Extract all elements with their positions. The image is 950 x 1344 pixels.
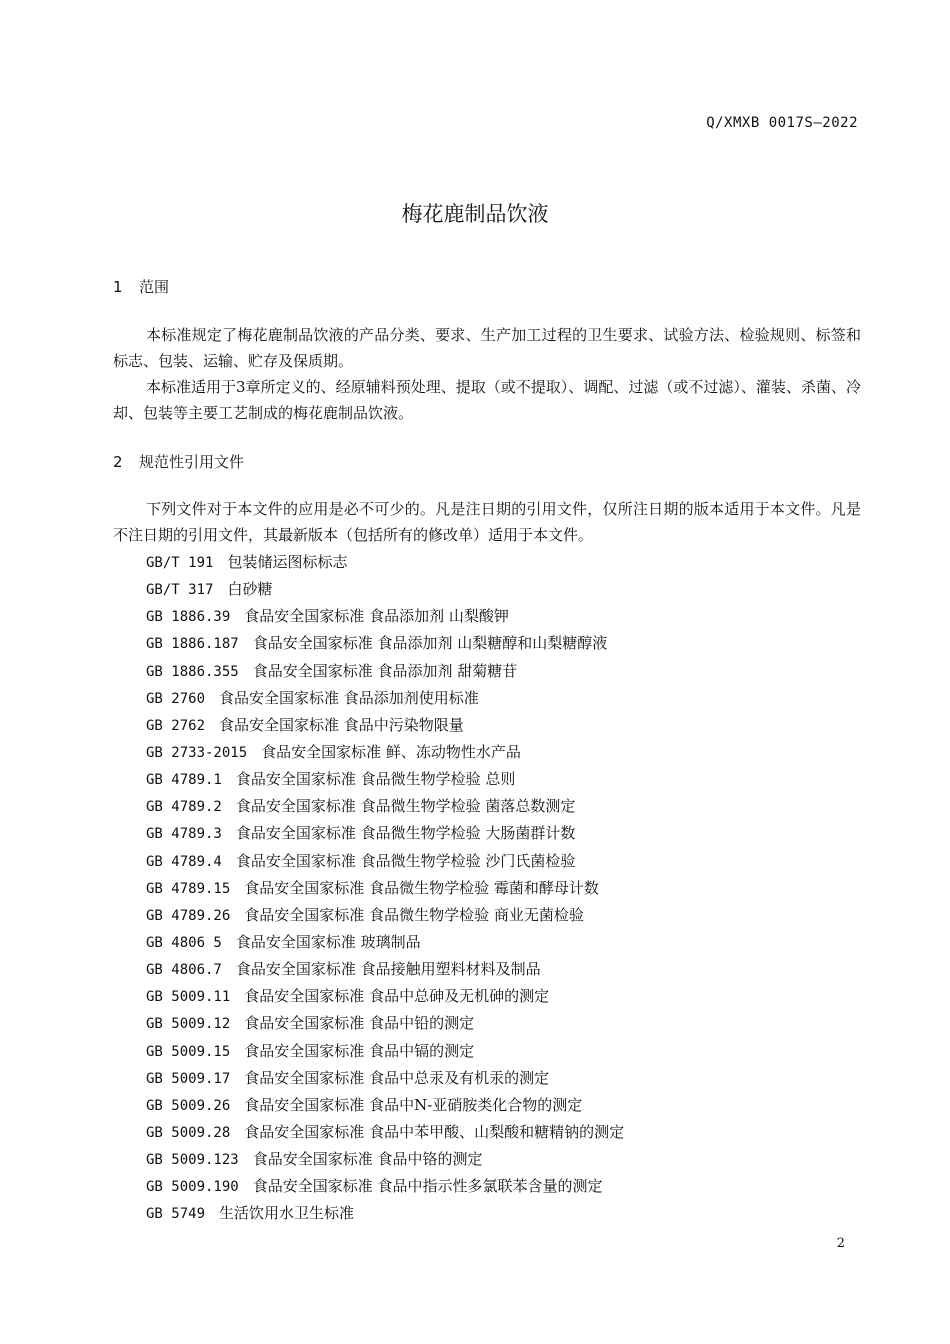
- page-title: 梅花鹿制品饮液: [401, 202, 549, 226]
- reference-item: [146, 983, 624, 1010]
- reference-code: GB 5009.17: [146, 1070, 231, 1087]
- reference-item: [146, 1010, 624, 1037]
- reference-title: 食品安全国家标准 食品中总砷及无机砷的测定: [244, 987, 550, 1006]
- reference-code: GB 4789.2: [146, 799, 222, 816]
- reference-title: 生活饮用水卫生标准: [219, 1204, 355, 1223]
- reference-item: [146, 766, 624, 793]
- reference-item: [146, 549, 624, 576]
- reference-item: [146, 1173, 624, 1200]
- reference-title: 食品安全国家标准 食品添加剂 山梨酸钾: [244, 607, 509, 626]
- reference-code: GB 5009.26: [146, 1097, 231, 1114]
- reference-title: 包装储运图标标志: [227, 553, 348, 571]
- reference-title: 食品安全国家标准 食品中苯甲酸、山梨酸和糖精钠的测定: [244, 1122, 625, 1141]
- reference-item: [146, 603, 624, 630]
- reference-title: 食品安全国家标准 食品中指示性多氯联苯含量的测定: [252, 1177, 603, 1196]
- reference-title: 食品安全国家标准 食品微生物学检验 商业无菌检验: [244, 905, 584, 924]
- reference-title: 食品安全国家标准 鲜、冻动物性水产品: [261, 742, 521, 761]
- reference-code: GB 5009.123: [146, 1152, 239, 1169]
- reference-item: [146, 875, 624, 902]
- reference-title: 食品安全国家标准 食品中总汞及有机汞的测定: [244, 1068, 550, 1087]
- reference-code: GB 4806.7: [146, 962, 222, 979]
- reference-title: 食品安全国家标准 食品添加剂 山梨糖醇和山梨糖醇液: [252, 634, 608, 653]
- reference-code: GB 5009.15: [146, 1043, 231, 1060]
- reference-item: [146, 712, 624, 739]
- reference-title: 食品安全国家标准 食品中铅的测定: [244, 1014, 475, 1033]
- reference-item: [146, 1092, 624, 1119]
- section-number: 1: [113, 278, 123, 296]
- reference-code: GB 2760: [146, 690, 206, 707]
- reference-title: 食品安全国家标准 食品中镉的测定: [244, 1041, 475, 1060]
- reference-title: 食品安全国家标准 食品中N-亚硝胺类化合物的测定: [244, 1095, 583, 1114]
- reference-item: [146, 902, 624, 929]
- reference-title: 食品安全国家标准 食品添加剂使用标准: [219, 688, 479, 707]
- reference-item: [146, 739, 624, 766]
- reference-item: [146, 793, 624, 820]
- reference-code: GB 2762: [146, 717, 206, 734]
- reference-item: [146, 929, 624, 956]
- section-title: 规范性引用文件: [139, 453, 245, 471]
- reference-item: [146, 820, 624, 847]
- reference-item: [146, 1146, 624, 1173]
- paragraph: 下列文件对于本文件的应用是必不可少的。凡是注日期的引用文件，仅所注日期的版本适用于本文件。凡是不注日期的引用文件，其最新版本（包括所有的修改单）适用于本文件。: [113, 500, 861, 544]
- section-number: 2: [113, 453, 123, 471]
- reference-code: GB 4789.15: [146, 880, 231, 897]
- reference-item: [146, 1038, 624, 1065]
- document-code: Q/XMXB 0017S—2022: [706, 115, 858, 131]
- reference-code: GB 4789.1: [146, 772, 222, 789]
- reference-title: 食品安全国家标准 食品添加剂 甜菊糖苷: [252, 661, 518, 680]
- reference-item: [146, 956, 624, 983]
- reference-title: 食品安全国家标准 食品微生物学检验 大肠菌群计数: [235, 824, 576, 843]
- reference-code: GB 4806 5: [146, 934, 222, 951]
- reference-code: GB 1886.355: [146, 663, 239, 680]
- reference-item: [146, 848, 624, 875]
- reference-item: [146, 576, 624, 603]
- reference-code: GB/T 191: [146, 555, 214, 571]
- reference-code: GB 5009.11: [146, 989, 231, 1006]
- paragraph: 本标准适用于3章所定义的、经原辅料预处理、提取（或不提取）、调配、过滤（或不过滤）、灌装、杀菌、冷却、包装等主要工艺制成的梅花鹿制品饮液。: [113, 378, 861, 422]
- reference-code: GB 2733-2015: [146, 744, 248, 761]
- reference-item: [146, 658, 624, 685]
- reference-title: 食品安全国家标准 食品微生物学检验 菌落总数测定: [235, 797, 576, 816]
- reference-title: 食品安全国家标准 食品微生物学检验 沙门氏菌检验: [235, 851, 576, 870]
- reference-title: 食品安全国家标准 食品微生物学检验 霉菌和酵母计数: [244, 878, 599, 897]
- reference-code: GB 1886.187: [146, 636, 239, 653]
- section-title: 范围: [139, 278, 170, 296]
- reference-title: 食品安全国家标准 食品中铬的测定: [252, 1150, 483, 1169]
- reference-code: GB 4789.26: [146, 907, 231, 924]
- reference-title: 食品安全国家标准 食品微生物学检验 总则: [235, 770, 516, 789]
- reference-item: [146, 685, 624, 712]
- reference-code: GB 1886.39: [146, 609, 231, 626]
- reference-list: [146, 549, 624, 1228]
- reference-code: GB 5749: [146, 1206, 206, 1223]
- reference-title: 白砂糖: [227, 580, 273, 599]
- reference-code: GB 4789.3: [146, 826, 222, 843]
- section-heading-scope: [113, 276, 169, 297]
- reference-title: 食品安全国家标准 玻璃制品: [235, 932, 421, 951]
- reference-code: GB/T 317: [146, 582, 214, 599]
- section-heading-normative-references: [113, 451, 244, 472]
- reference-item: [146, 630, 624, 657]
- reference-item: [146, 1119, 624, 1146]
- reference-item: [146, 1200, 624, 1227]
- paragraph: 本标准规定了梅花鹿制品饮液的产品分类、要求、生产加工过程的卫生要求、试验方法、检验规则、标签和标志、包装、运输、贮存及保质期。: [113, 326, 861, 370]
- reference-code: GB 4789.4: [146, 853, 222, 870]
- reference-title: 食品安全国家标准 食品接触用塑料材料及制品: [235, 960, 541, 979]
- reference-code: GB 5009.28: [146, 1124, 231, 1141]
- page-number: 2: [836, 1236, 845, 1251]
- reference-item: [146, 1065, 624, 1092]
- reference-code: GB 5009.190: [146, 1179, 239, 1196]
- reference-code: GB 5009.12: [146, 1016, 231, 1033]
- reference-title: 食品安全国家标准 食品中污染物限量: [219, 715, 464, 734]
